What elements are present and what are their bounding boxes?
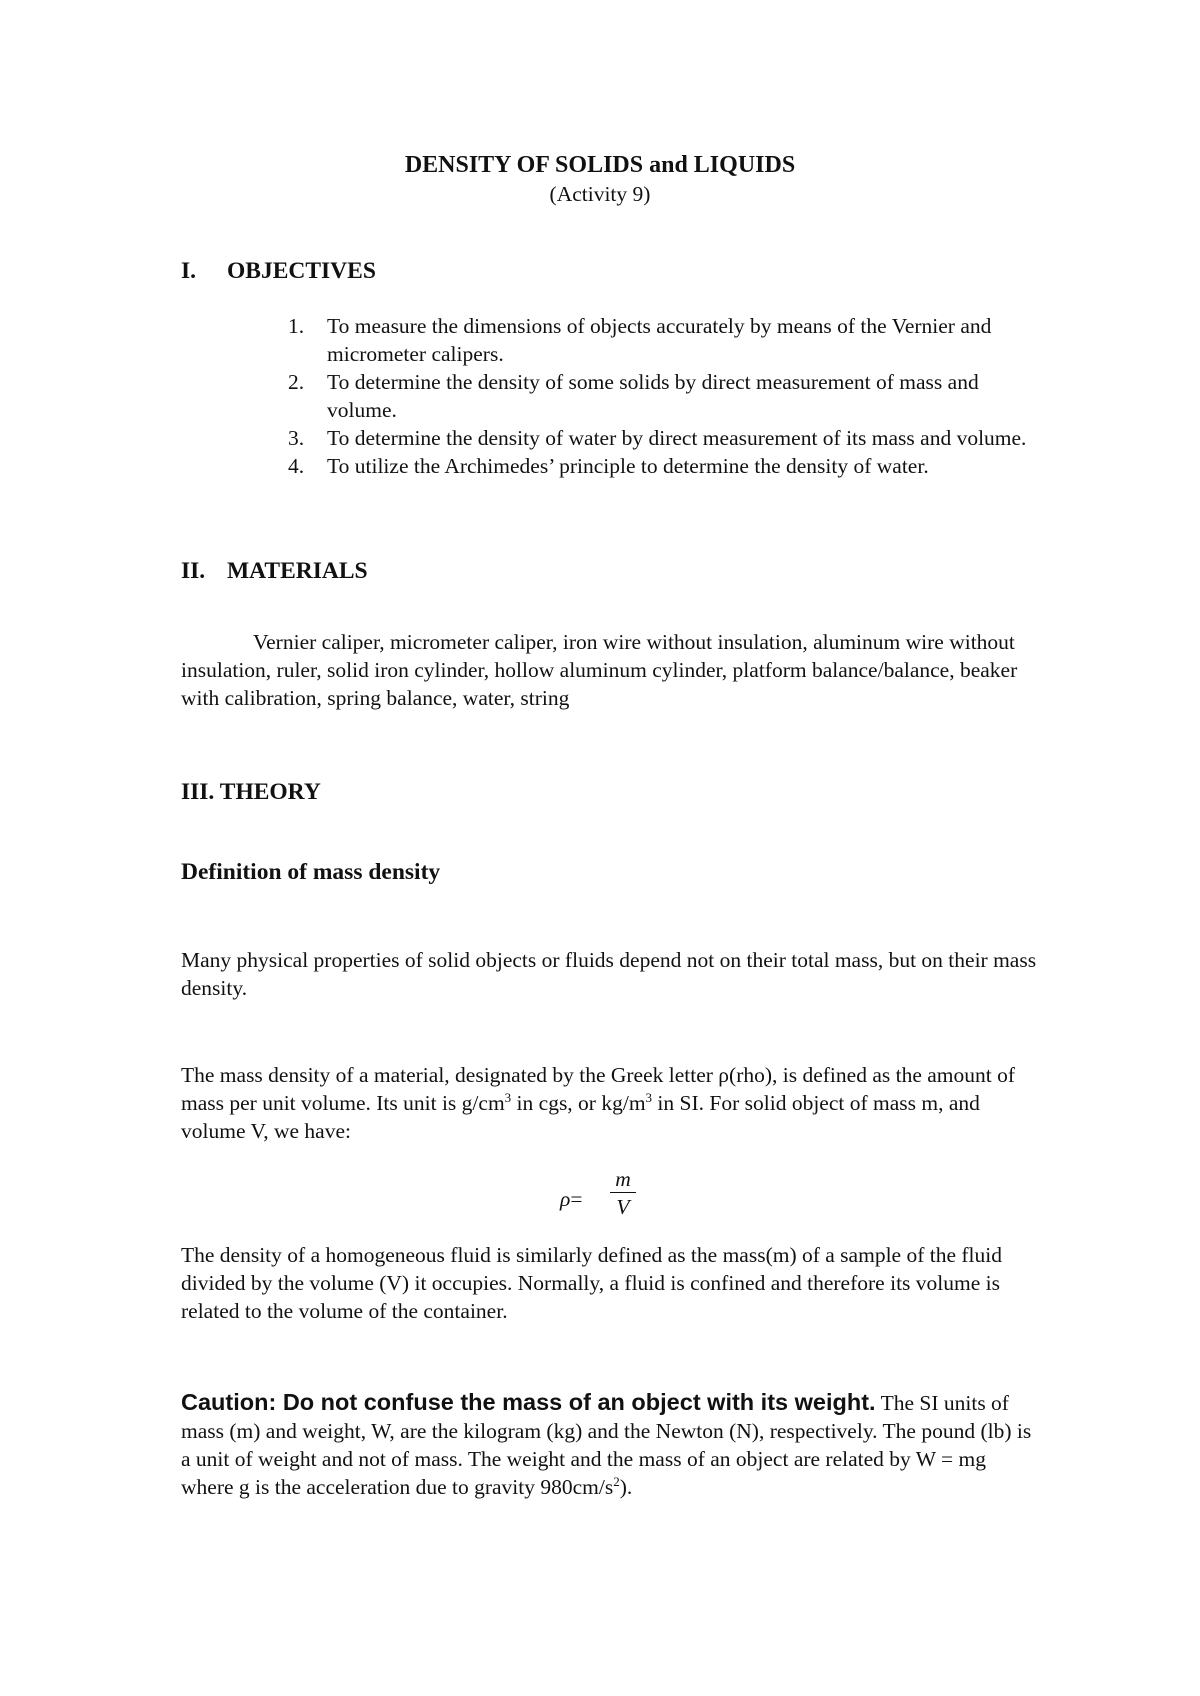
section-title: OBJECTIVES	[227, 258, 376, 284]
paragraph-text: in cgs, or kg/m	[511, 1091, 646, 1115]
theory-paragraph-2	[181, 1061, 1041, 1145]
denominator: V	[616, 1195, 630, 1219]
paragraph-text: The SI units of mass (m) and weight, W, are the kilogram (kg) and the Newton (N), respectively. The pound (lb) is a unit of weight and not of mass. The weight and the mass of an object are related by W = mg where g is the acceleration due to gravity 980cm/s	[181, 1391, 1032, 1499]
subheading-mass-density: Definition of mass density	[181, 859, 441, 885]
rho-symbol: ρ	[560, 1187, 571, 1211]
section-heading-objectives	[181, 257, 376, 285]
theory-paragraph-1: Many physical properties of solid objects or fluids depend not on their total mass, but on their mass density.	[181, 948, 1037, 1000]
section-numeral: II.	[181, 558, 206, 584]
list-item-text: To utilize the Archimedes’ principle to determine the density of water.	[327, 454, 929, 478]
list-item	[288, 424, 1048, 452]
paragraph-text: The mass density of a material, designated by the Greek letter ρ(rho), is defined as the amount of mass per unit volume. Its unit is g/cm	[181, 1063, 1016, 1115]
list-item-number: 2.	[288, 370, 305, 394]
objectives-list	[288, 312, 1048, 480]
fraction	[610, 1168, 636, 1219]
theory-paragraph-3: The density of a homogeneous fluid is similarly defined as the mass(m) of a sample of the fluid divided by the volume (V) it occupies. Normally, a fluid is confined and therefore its volume is related to the volume of the container.	[181, 1243, 1002, 1323]
list-item-text: To determine the density of water by direct measurement of its mass and volume.	[327, 426, 1027, 450]
section-heading-materials	[181, 557, 368, 585]
equation-lhs	[560, 1185, 582, 1213]
list-item-text: To determine the density of some solids by direct measurement of mass and volume.	[327, 370, 979, 422]
list-item	[288, 452, 1048, 480]
superscript: 3	[645, 1090, 653, 1105]
list-item-number: 4.	[288, 454, 305, 478]
section-title: MATERIALS	[227, 558, 368, 584]
section-numeral: III.	[181, 779, 215, 805]
list-item	[288, 368, 1048, 424]
paragraph-text: ).	[619, 1475, 633, 1499]
paragraph-text: in SI. For solid object of mass m, and volume V, we have:	[181, 1091, 980, 1143]
document-subtitle: (Activity 9)	[549, 182, 651, 206]
numerator: m	[615, 1167, 631, 1191]
density-equation	[560, 1168, 670, 1228]
equals-sign: =	[570, 1187, 583, 1211]
list-item-text: To measure the dimensions of objects accurately by means of the Vernier and micrometer calipers.	[327, 314, 992, 366]
list-item	[288, 312, 1048, 368]
section-heading-theory	[181, 778, 321, 806]
section-numeral: I.	[181, 258, 197, 284]
caution-lead: Caution: Do not confuse the mass of an object with its weight.	[181, 1389, 876, 1415]
materials-paragraph: Vernier caliper, micrometer caliper, iron wire without insulation, aluminum wire without insulation, ruler, solid iron cylinder, hollow aluminum cylinder, platform balance/balance, beaker with calibration, spring balance, water, string	[181, 630, 1018, 710]
document-title: DENSITY OF SOLIDS and LIQUIDS	[404, 152, 796, 178]
superscript: 2	[613, 1474, 620, 1489]
list-item-number: 3.	[288, 426, 305, 450]
superscript: 3	[504, 1090, 512, 1105]
caution-paragraph	[181, 1388, 1041, 1501]
list-item-number: 1.	[288, 314, 305, 338]
section-title: THEORY	[219, 779, 321, 805]
fraction-bar	[610, 1192, 636, 1193]
